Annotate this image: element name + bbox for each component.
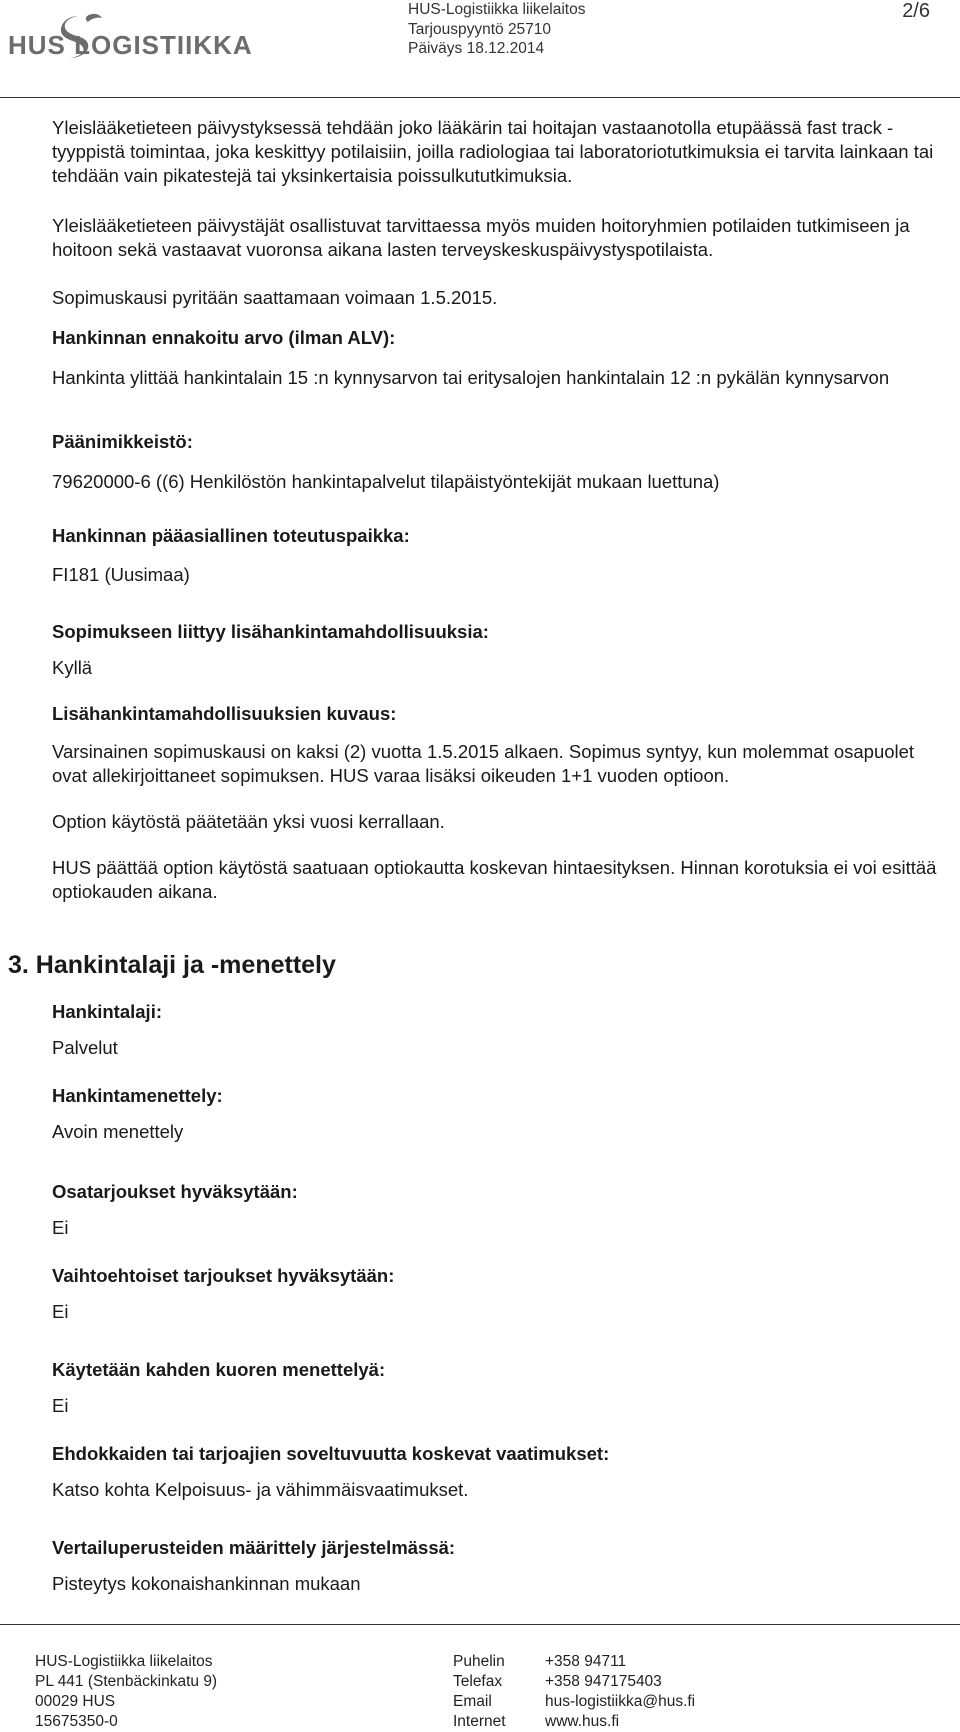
text-place: FI181 (Uusimaa) — [52, 564, 190, 585]
value-alt-bids: Ei — [52, 1301, 69, 1322]
value-criteria: Pisteytys kokonaishankinnan mukaan — [52, 1573, 361, 1594]
label-requirements: Ehdokkaiden tai tarjoajien soveltuvuutta koskevat vaatimukset: — [52, 1443, 610, 1464]
text-options-desc-2: Option käytöstä päätetään yksi vuosi kerrallaan. — [52, 811, 445, 832]
value-two-envelope: Ei — [52, 1395, 69, 1416]
footer-postal: 00029 HUS — [35, 1693, 116, 1710]
header-date: Päiväys 18.12.2014 — [408, 40, 545, 57]
section-3-title: 3. Hankintalaji ja -menettely — [8, 951, 336, 979]
text-estimated-value: Hankinta ylittää hankintalain 15 :n kynnysarvon tai eritysalojen hankintalain 12 :n pykälän kynnysarvon — [52, 367, 890, 388]
label-cpv: Päänimikkeistö: — [52, 431, 193, 452]
header-doc: Tarjouspyyntö 25710 — [408, 20, 552, 38]
label-partial-bids: Osatarjoukset hyväksytään: — [52, 1181, 298, 1202]
value-partial-bids: Ei — [52, 1217, 69, 1238]
header-meta — [408, 0, 585, 59]
footer-address: PL 441 (Stenbäckinkatu 9) — [35, 1673, 218, 1690]
footer-fax: +358 947175403 — [545, 1673, 662, 1690]
label-two-envelope: Käytetään kahden kuoren menettelyä: — [52, 1359, 386, 1380]
header-org: HUS-Logistiikka liikelaitos — [408, 1, 586, 18]
label-procedure: Hankintamenettely: — [52, 1085, 223, 1106]
paragraph-fast-track: Yleislääketieteen päivystyksessä tehdään joko lääkärin tai hoitajan vastaanotolla etupäässä fast track -tyyppistä toimintaa, joka keskittyy potilaisiin, joilla radiologiaa tai laboratoriotutkimuksia ei tarvita lainkaan tai tehdään vain pikatestejä tai yksinkertaisia poissulkututkimuksia. — [52, 117, 934, 186]
value-requirements: Katso kohta Kelpoisuus- ja vähimmäisvaatimukset. — [52, 1479, 469, 1500]
text-options-desc-1: Varsinainen sopimuskausi on kaksi (2) vuotta 1.5.2015 alkaen. Sopimus syntyy, kun molemmat osapuolet ovat allekirjoittaneet sopimuksen. HUS varaa lisäksi oikeuden 1+1 vuoden optioon. — [52, 741, 915, 786]
text-options: Kyllä — [52, 657, 93, 678]
footer-address-block — [35, 1652, 217, 1732]
hus-logistiikka-logo — [6, 6, 306, 68]
value-procedure: Avoin menettely — [52, 1121, 184, 1142]
footer-fax-label: Telefax — [453, 1673, 503, 1690]
footer-email-label: Email — [453, 1693, 492, 1710]
footer-phone-label: Puhelin — [453, 1653, 505, 1670]
logo-text-hus: HUS LOGISTIIKKA — [8, 30, 253, 60]
footer-web-label: Internet — [453, 1713, 506, 1730]
footer-web[interactable]: www.hus.fi — [545, 1713, 620, 1730]
label-estimated-value: Hankinnan ennakoitu arvo (ilman ALV): — [52, 327, 396, 348]
header-rule — [0, 97, 960, 98]
label-place: Hankinnan pääasiallinen toteutuspaikka: — [52, 525, 410, 546]
label-options: Sopimukseen liittyy lisähankintamahdollisuuksia: — [52, 621, 489, 642]
label-procurement-type: Hankintalaji: — [52, 1001, 162, 1022]
value-procurement-type: Palvelut — [52, 1037, 118, 1058]
footer-business-id: 15675350-0 — [35, 1713, 118, 1730]
footer-rule — [0, 1624, 960, 1625]
footer-contact-labels — [453, 1652, 506, 1732]
footer-email[interactable]: hus-logistiikka@hus.fi — [545, 1693, 696, 1710]
page-number: 2/6 — [902, 0, 930, 22]
footer-phone: +358 94711 — [545, 1653, 627, 1670]
paragraph-contract-start: Sopimuskausi pyritään saattamaan voimaan 1.5.2015. — [52, 287, 498, 308]
text-cpv: 79620000-6 ((6) Henkilöstön hankintapalvelut tilapäistyöntekijät mukaan luettuna) — [52, 471, 720, 492]
page-header — [0, 0, 960, 90]
footer-org: HUS-Logistiikka liikelaitos — [35, 1653, 213, 1670]
paragraph-duties: Yleislääketieteen päivystäjät osallistuvat tarvittaessa myös muiden hoitoryhmien potilaiden tutkimiseen ja hoitoon sekä vastaavat vuoronsa aikana lasten terveyskeskuspäivystyspotilaista. — [52, 215, 910, 260]
label-alt-bids: Vaihtoehtoiset tarjoukset hyväksytään: — [52, 1265, 395, 1286]
text-options-desc-3: HUS päättää option käytöstä saatuaan optiokautta koskevan hintaesityksen. Hinnan korotuksia ei voi esittää optiokauden aikana. — [52, 857, 937, 902]
footer-contact-values — [545, 1652, 695, 1732]
label-options-desc: Lisähankintamahdollisuuksien kuvaus: — [52, 703, 397, 724]
label-criteria: Vertailuperusteiden määrittely järjestelmässä: — [52, 1537, 456, 1558]
